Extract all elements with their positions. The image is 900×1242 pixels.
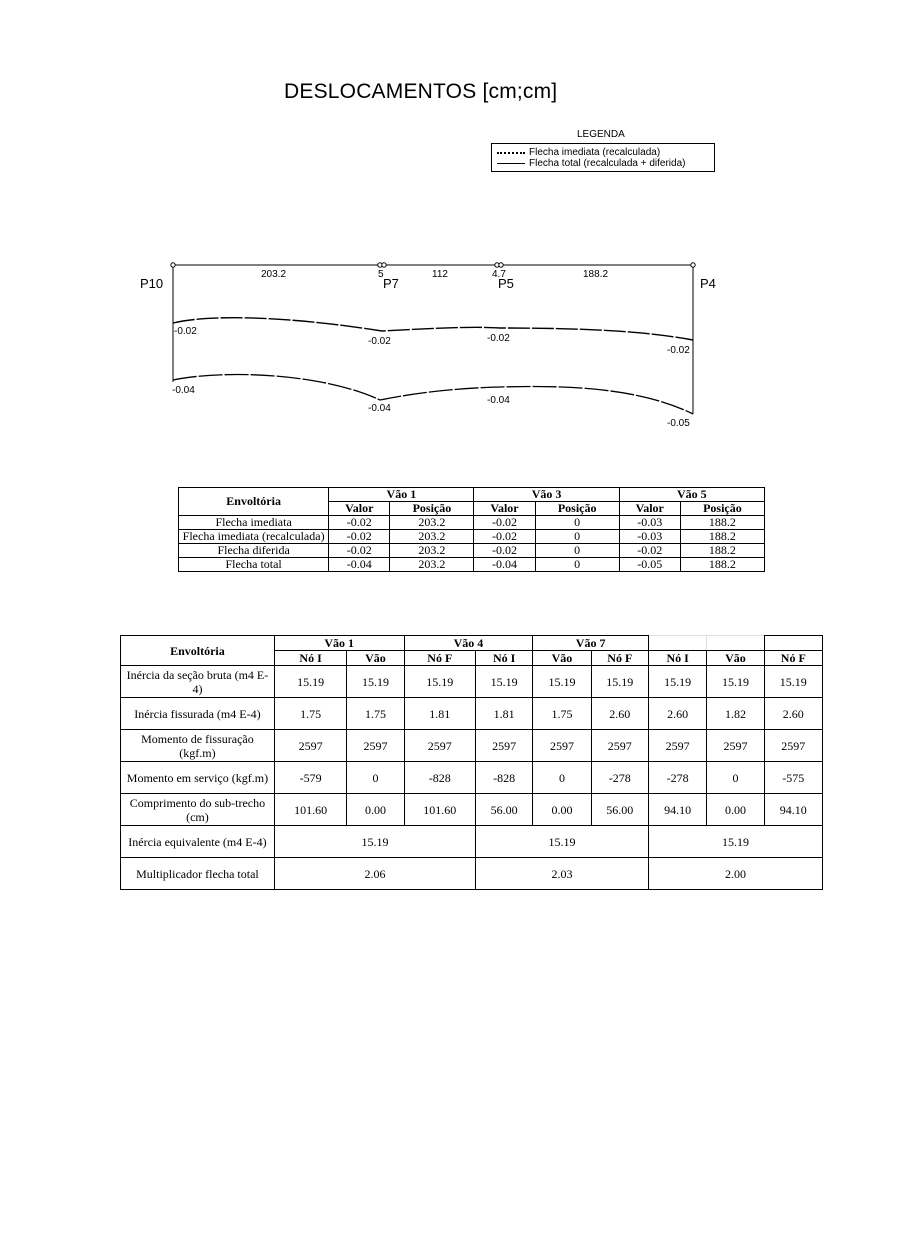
table-cell: 203.2 <box>390 544 474 558</box>
sub-header: Vão <box>707 651 764 666</box>
table-cell: -0.02 <box>474 544 535 558</box>
sub-header: Vão <box>533 651 591 666</box>
table-row <box>121 794 823 826</box>
table-row <box>179 544 765 558</box>
span-header: Vão 5 <box>619 488 764 502</box>
inertia-table <box>120 635 823 890</box>
sub-header: Nó F <box>764 651 822 666</box>
table-cell: 188.2 <box>680 530 764 544</box>
immediate-value-label: -0.02 <box>368 336 391 347</box>
table-cell: 15.19 <box>274 666 346 698</box>
table-cell: 188.2 <box>680 558 764 572</box>
row-label: Multiplicador flecha total <box>121 858 275 890</box>
row-label: Momento em serviço (kgf.m) <box>121 762 275 794</box>
span-header: Vão 1 <box>274 636 404 651</box>
table-cell: 15.19 <box>404 666 475 698</box>
support-label: P5 <box>498 276 514 291</box>
support-node <box>171 263 175 267</box>
total-value-label: -0.04 <box>172 385 195 396</box>
row-label: Inércia fissurada (m4 E-4) <box>121 698 275 730</box>
merged-cell: 2.06 <box>274 858 475 890</box>
table-cell: 1.81 <box>476 698 533 730</box>
table-row <box>121 826 823 858</box>
table-cell: -0.04 <box>329 558 390 572</box>
table-cell: 15.19 <box>476 666 533 698</box>
table-cell: -575 <box>764 762 822 794</box>
merged-cell: 15.19 <box>648 826 822 858</box>
empty-header-cell <box>648 636 706 651</box>
total-deflection-curve <box>173 375 693 414</box>
sub-header: Nó F <box>404 651 475 666</box>
support-node <box>499 263 503 267</box>
total-value-label: -0.04 <box>487 395 510 406</box>
merged-cell: 2.00 <box>648 858 822 890</box>
span-label: 188.2 <box>583 269 609 280</box>
table-cell: -0.03 <box>619 530 680 544</box>
span-label: 112 <box>432 269 448 280</box>
sub-header: Nó I <box>476 651 533 666</box>
table-header: Envoltória <box>121 636 275 666</box>
sub-header: Valor <box>329 502 390 516</box>
table-cell: 188.2 <box>680 516 764 530</box>
table-cell: 15.19 <box>347 666 404 698</box>
row-label: Flecha imediata (recalculada) <box>179 530 329 544</box>
row-label: Momento de fissuração (kgf.m) <box>121 730 275 762</box>
table-cell: 1.81 <box>404 698 475 730</box>
empty-header-cell <box>707 636 764 651</box>
table-cell: 203.2 <box>390 558 474 572</box>
table-cell: 0.00 <box>533 794 591 826</box>
table-cell: 2.60 <box>591 698 648 730</box>
span-label: 4.7 <box>492 269 506 280</box>
legend-item-label: Flecha total (recalculada + diferida) <box>529 158 686 169</box>
table-cell: 1.75 <box>533 698 591 730</box>
sub-header: Valor <box>619 502 680 516</box>
table-cell: 2597 <box>404 730 475 762</box>
table-cell: -0.02 <box>619 544 680 558</box>
table-cell: 15.19 <box>764 666 822 698</box>
immediate-value-label: -0.02 <box>667 345 690 356</box>
table-cell: 0 <box>535 558 619 572</box>
immediate-value-label: -0.02 <box>487 333 510 344</box>
table-cell: 15.19 <box>591 666 648 698</box>
sub-header: Posição <box>680 502 764 516</box>
table-cell: 188.2 <box>680 544 764 558</box>
table-cell: -278 <box>591 762 648 794</box>
merged-cell: 15.19 <box>274 826 475 858</box>
table-cell: 0 <box>535 530 619 544</box>
legend-item-label: Flecha imediata (recalculada) <box>529 147 661 158</box>
deflection-table <box>178 487 765 572</box>
table-cell: 94.10 <box>764 794 822 826</box>
sub-header: Posição <box>390 502 474 516</box>
deflection-diagram <box>0 0 900 460</box>
table-row <box>121 666 823 698</box>
support-node <box>691 263 695 267</box>
table-cell: 2597 <box>476 730 533 762</box>
table-cell: 0.00 <box>347 794 404 826</box>
table-cell: -0.02 <box>474 516 535 530</box>
table-cell: 1.75 <box>274 698 346 730</box>
row-label: Inércia da seção bruta (m4 E-4) <box>121 666 275 698</box>
table-cell: 0 <box>533 762 591 794</box>
row-label: Flecha total <box>179 558 329 572</box>
table-cell: 2597 <box>591 730 648 762</box>
table-row <box>179 558 765 572</box>
span-label: 203.2 <box>261 269 287 280</box>
table-header: Envoltória <box>179 488 329 516</box>
table-cell: 0.00 <box>707 794 764 826</box>
table-row <box>179 516 765 530</box>
table-cell: 2597 <box>347 730 404 762</box>
support-label: P4 <box>700 276 716 291</box>
row-label: Inércia equivalente (m4 E-4) <box>121 826 275 858</box>
merged-cell: 15.19 <box>476 826 649 858</box>
table-cell: -0.02 <box>329 516 390 530</box>
row-label: Comprimento do sub-trecho (cm) <box>121 794 275 826</box>
table-cell: 2.60 <box>648 698 706 730</box>
immediate-deflection-curve <box>173 318 693 340</box>
table-row <box>121 730 823 762</box>
sub-header: Posição <box>535 502 619 516</box>
support-node <box>382 263 386 267</box>
table-cell: -0.02 <box>329 530 390 544</box>
table-cell: 2597 <box>274 730 346 762</box>
table-cell: 0 <box>707 762 764 794</box>
support-label: P7 <box>383 276 399 291</box>
sub-header: Valor <box>474 502 535 516</box>
table-cell: 1.82 <box>707 698 764 730</box>
table-cell: 15.19 <box>533 666 591 698</box>
table-row <box>121 698 823 730</box>
span-header: Vão 7 <box>533 636 649 651</box>
table-cell: -0.05 <box>619 558 680 572</box>
table-row <box>179 530 765 544</box>
sub-header: Nó I <box>648 651 706 666</box>
table-cell: -0.04 <box>474 558 535 572</box>
table-cell: 2597 <box>648 730 706 762</box>
span-label: 5 <box>378 269 384 280</box>
row-label: Flecha diferida <box>179 544 329 558</box>
table-cell: -579 <box>274 762 346 794</box>
span-header: Vão 3 <box>474 488 619 502</box>
table-cell: 56.00 <box>591 794 648 826</box>
sub-header: Vão <box>347 651 404 666</box>
table-cell: 0 <box>347 762 404 794</box>
table-cell: 2597 <box>533 730 591 762</box>
table-cell: 203.2 <box>390 530 474 544</box>
table-cell: 0 <box>535 516 619 530</box>
table-body <box>179 516 765 572</box>
sub-header: Nó I <box>274 651 346 666</box>
table-cell: 94.10 <box>648 794 706 826</box>
table-cell: 101.60 <box>274 794 346 826</box>
table-cell: 2.60 <box>764 698 822 730</box>
table-cell: 203.2 <box>390 516 474 530</box>
page-title: DESLOCAMENTOS [cm;cm] <box>284 80 558 103</box>
legend-title: LEGENDA <box>577 129 625 140</box>
table-cell: 56.00 <box>476 794 533 826</box>
table-cell: 2597 <box>764 730 822 762</box>
merged-cell: 2.03 <box>476 858 649 890</box>
table-cell: -0.02 <box>329 544 390 558</box>
table-row <box>121 858 823 890</box>
immediate-value-label: -0.02 <box>174 326 197 337</box>
table-cell: -0.03 <box>619 516 680 530</box>
table-cell: 15.19 <box>707 666 764 698</box>
total-value-label: -0.05 <box>667 418 690 429</box>
table-row <box>121 762 823 794</box>
row-label: Flecha imediata <box>179 516 329 530</box>
empty-header-cell <box>764 636 822 651</box>
table-cell: -278 <box>648 762 706 794</box>
table-cell: 2597 <box>707 730 764 762</box>
table-cell: 101.60 <box>404 794 475 826</box>
span-header: Vão 1 <box>329 488 474 502</box>
table-body <box>121 666 823 890</box>
span-header: Vão 4 <box>404 636 533 651</box>
sub-header: Nó F <box>591 651 648 666</box>
table-cell: -0.02 <box>474 530 535 544</box>
table-cell: 0 <box>535 544 619 558</box>
support-label: P10 <box>140 276 164 291</box>
table-cell: 1.75 <box>347 698 404 730</box>
table-cell: -828 <box>476 762 533 794</box>
table-cell: 15.19 <box>648 666 706 698</box>
table-cell: -828 <box>404 762 475 794</box>
total-value-label: -0.04 <box>368 403 391 414</box>
